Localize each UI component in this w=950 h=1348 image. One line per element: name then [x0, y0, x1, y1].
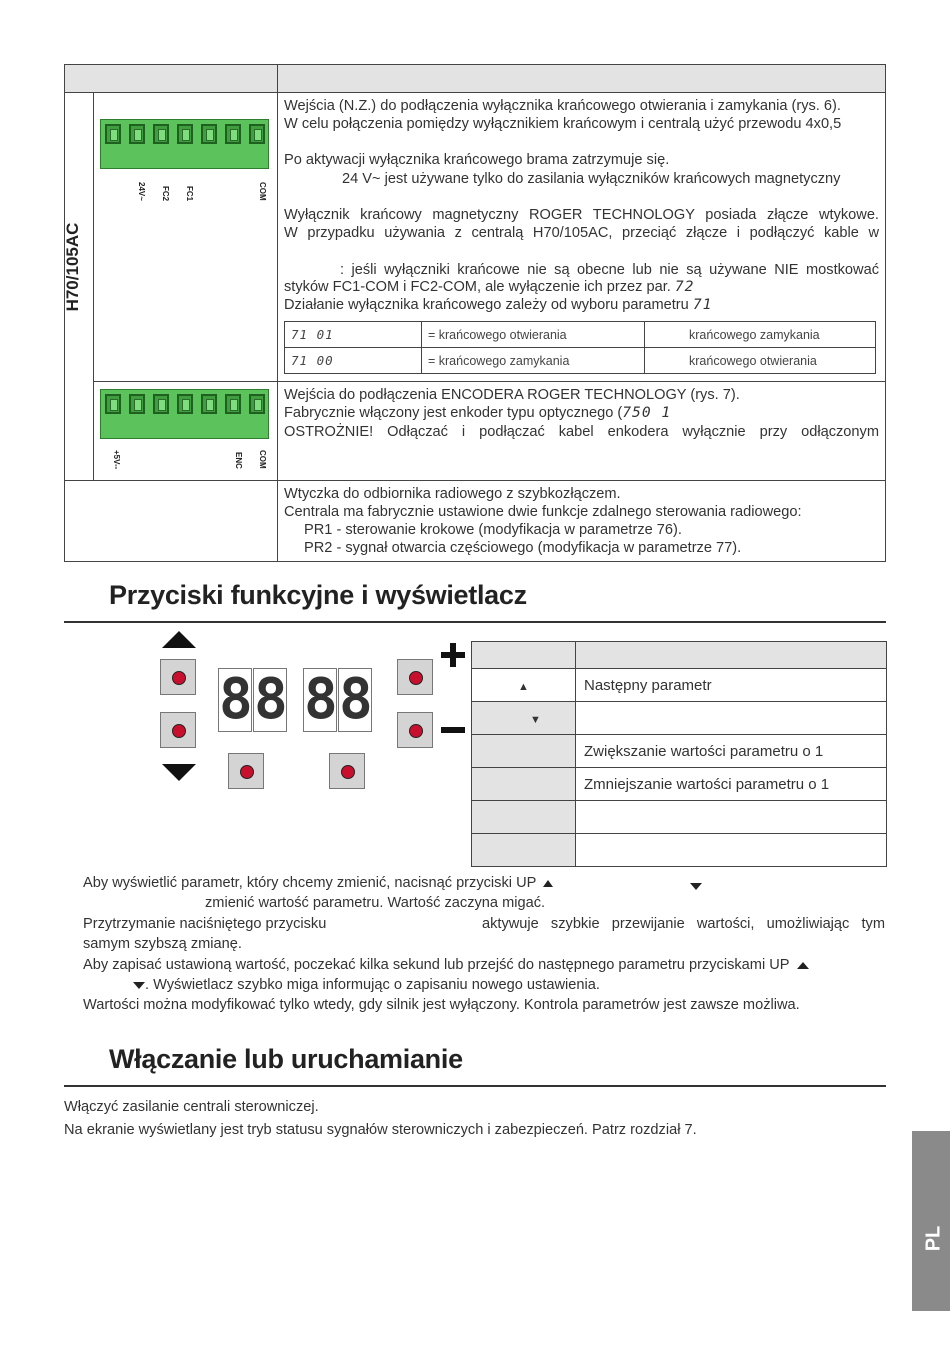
terminal-screw [129, 394, 145, 414]
limit-switch-line-text: styków FC1-COM i FC2-COM, ale wyłączenie ich przez par. [284, 279, 671, 295]
param-button-left[interactable] [228, 753, 264, 789]
terminal-screw [129, 124, 145, 144]
minus-button[interactable] [397, 712, 433, 748]
arrow-up-icon [543, 880, 553, 887]
table-header-cell [576, 642, 887, 669]
terminal-screw [225, 394, 241, 414]
limit-switch-line-text: Działanie wyłącznika krańcowego zależy od wyboru parametru [284, 297, 689, 313]
param-desc-cell: = krańcowego otwierania [422, 322, 645, 348]
limit-switch-line: Wyłącznik krańcowy magnetyczny ROGER TECHNOLOGY posiada złącze wtykowe. [284, 207, 879, 223]
param-desc-cell: krańcowego otwierania [645, 348, 876, 374]
terminal-screw [225, 124, 241, 144]
param-desc-cell: = krańcowego zamykania [422, 348, 645, 374]
key-desc: Następny parametr [576, 669, 887, 702]
terminal-screw [153, 124, 169, 144]
arrow-down-icon [162, 764, 196, 781]
section1-line [133, 976, 600, 995]
terminal-screw [201, 394, 217, 414]
key-symbol [472, 702, 576, 735]
key-desc [576, 834, 887, 867]
terminal-screw [249, 394, 265, 414]
encoder-line: OSTROŻNIE! Odłączać i podłączać kabel enkodera wyłącznie przy odłączonym [284, 424, 879, 440]
key-desc: Zwiększanie wartości parametru o 1 [576, 735, 887, 768]
section1-line [83, 874, 553, 893]
key-table [471, 641, 887, 867]
table-row [472, 642, 887, 669]
limit-switch-terminal-block [100, 119, 269, 169]
limit-switch-line: : jeśli wyłączniki krańcowe nie są obecne lub nie są używane NIE mostkować [340, 262, 879, 278]
terminal-screw [105, 394, 121, 414]
limit-switch-line: Po aktywacji wyłącznika krańcowego brama zatrzymuje się. [284, 152, 670, 168]
down-button[interactable] [160, 712, 196, 748]
table-divider [277, 64, 278, 562]
key-symbol [472, 834, 576, 867]
radio-line: PR2 - sygnał otwarcia częściowego (modyfikacja w parametrze 77). [304, 540, 742, 556]
limit-switch-line: W przypadku używania z centralą H70/105AC, przeciąć złącze i podłączyć kable w [284, 225, 879, 241]
key-symbol [472, 768, 576, 801]
terminal-screw [249, 124, 265, 144]
arrow-up-icon: ▲ [518, 680, 529, 693]
key-symbol [472, 669, 576, 702]
terminal-screw [201, 124, 217, 144]
encoder-terminal-block [100, 389, 269, 439]
pin-label-fc2: FC2 [161, 186, 170, 202]
table-row [472, 702, 887, 735]
arrow-up-icon [162, 631, 196, 648]
param-desc-cell: krańcowego zamykania [645, 322, 876, 348]
section1-line: Wartości można modyfikować tylko wtedy, gdy silnik jest wyłączony. Kontrola parametrów jest zawsze możliwa. [83, 997, 800, 1013]
limit-switch-line [284, 296, 712, 315]
table-row [472, 735, 887, 768]
display-digit: 8 [304, 667, 338, 732]
table-row [472, 834, 887, 867]
table-divider [64, 92, 886, 93]
param-button-right[interactable] [329, 753, 365, 789]
par-code: 72 [674, 278, 695, 295]
encoder-line [284, 404, 671, 423]
section-rule [64, 1085, 886, 1087]
display-digit: 8 [219, 667, 253, 732]
section-title: Włączanie lub uruchamianie [109, 1044, 463, 1074]
language-tab-label: PL [922, 1225, 945, 1252]
key-symbol [472, 735, 576, 768]
terminal-screw [177, 124, 193, 144]
section1-line: aktywuje szybkie przewijanie wartości, umożliwiając tym [482, 916, 885, 932]
table-header-cell [472, 642, 576, 669]
table-divider [93, 92, 94, 481]
pin-label-com: COM [258, 450, 267, 469]
radio-line: Centrala ma fabrycznie ustawione dwie funkcje zdalnego sterowania radiowego: [284, 504, 802, 520]
pin-label-fc1: FC1 [185, 186, 194, 202]
table-row [285, 348, 876, 374]
encoder-line-text: Fabrycznie włączony jest enkoder typu optycznego ( [284, 405, 623, 421]
display-digit: 8 [339, 667, 373, 732]
key-desc [576, 702, 887, 735]
radio-line: PR1 - sterowanie krokowe (modyfikacja w parametrze 76). [304, 522, 682, 538]
table-row [472, 801, 887, 834]
pin-label-24v: 24V~ [137, 182, 146, 201]
limit-switch-line: 24 V~ jest używane tylko do zasilania wyłączników krańcowych magnetyczny [342, 171, 841, 187]
plus-button[interactable] [397, 659, 433, 695]
terminal-screw [177, 394, 193, 414]
key-desc [576, 801, 887, 834]
section2-line: Na ekranie wyświetlany jest tryb statusu sygnałów sterowniczych i zabezpieczeń. Patrz rozdział 7. [64, 1122, 697, 1138]
param-code: 71 [692, 296, 713, 313]
language-tab [912, 1131, 950, 1311]
arrow-down-icon [133, 982, 145, 989]
param-code-cell: 71 00 [285, 348, 422, 374]
section1-text: Aby wyświetlić parametr, który chcemy zmienić, nacisnąć przyciski UP [83, 875, 537, 891]
display-digit: 8 [254, 667, 288, 732]
arrow-down-icon [690, 883, 702, 890]
radio-line: Wtyczka do odbiornika radiowego z szybkozłączem. [284, 486, 621, 502]
arrow-down-icon: ▼ [530, 713, 541, 726]
pin-label-5v: +5V-- [112, 450, 121, 470]
limit-switch-line: W celu połączenia pomiędzy wyłącznikiem krańcowym i centralą użyć przewodu 4x0,5 [284, 116, 842, 132]
pin-label-enc: ENC [234, 452, 243, 469]
param-table [284, 321, 876, 374]
arrow-up-icon [797, 962, 809, 969]
limit-switch-line: Wejścia (N.Z.) do podłączenia wyłącznika krańcowego otwierania i zamykania (rys. 6). [284, 98, 841, 114]
section-title: Przyciski funkcyjne i wyświetlacz [109, 580, 527, 610]
key-symbol [472, 801, 576, 834]
table-row [472, 768, 887, 801]
section1-line [83, 956, 809, 975]
model-label: H70/105AC [63, 222, 82, 312]
table-row [285, 322, 876, 348]
table-divider [64, 480, 886, 481]
minus-icon [441, 727, 465, 733]
section1-line: samym szybszą zmianę. [83, 936, 242, 952]
pin-label-com: COM [258, 182, 267, 201]
section1-text: Aby zapisać ustawioną wartość, poczekać kilka sekund lub przejść do następnego parametru przyciskami UP [83, 957, 790, 973]
param-code-cell: 71 01 [285, 322, 422, 348]
section1-line: zmienić wartość parametru. Wartość zaczyna migać. [205, 895, 546, 911]
key-desc: Zmniejszanie wartości parametru o 1 [576, 768, 887, 801]
encoder-line: Wejścia do podłączenia ENCODERA ROGER TECHNOLOGY (rys. 7). [284, 387, 740, 403]
table-divider [93, 381, 886, 382]
table-header [65, 65, 885, 92]
section1-text: . Wyświetlacz szybko miga informując o zapisaniu nowego ustawienia. [145, 977, 600, 993]
plus-icon [441, 643, 465, 667]
encoder-code: 750 1 [622, 404, 672, 421]
table-row [472, 669, 887, 702]
section2-line: Włączyć zasilanie centrali sterowniczej. [64, 1099, 319, 1115]
terminal-screw [153, 394, 169, 414]
up-button[interactable] [160, 659, 196, 695]
terminal-screw [105, 124, 121, 144]
section-rule [64, 621, 886, 623]
section1-line: Przytrzymanie naciśniętego przycisku [83, 916, 327, 932]
limit-switch-line [284, 278, 694, 297]
